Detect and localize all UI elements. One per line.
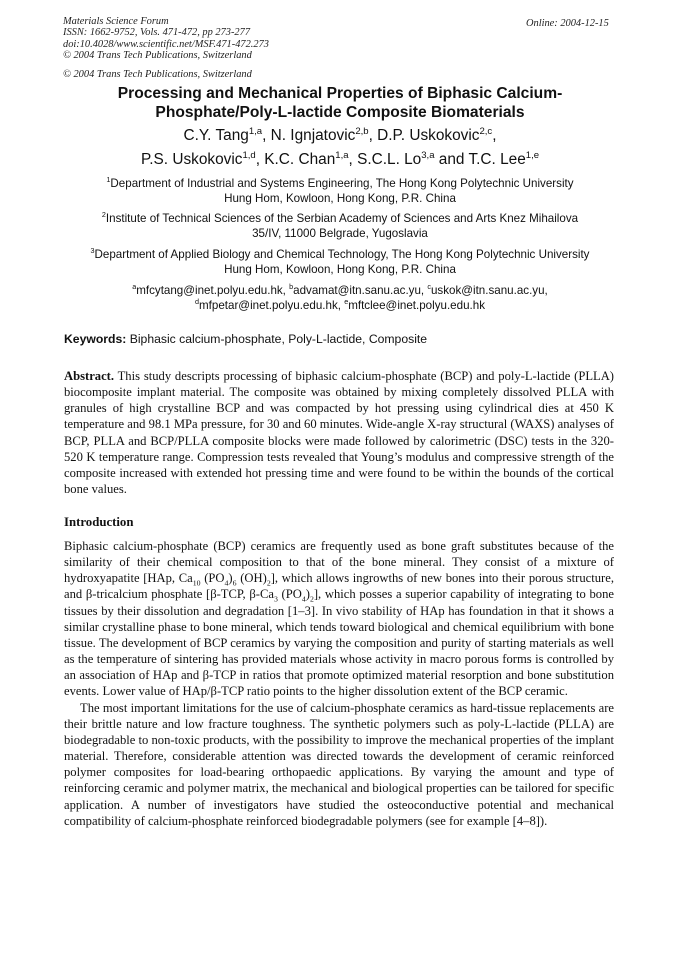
doi-line: doi:10.4028/www.scientific.net/MSF.471-472.273 xyxy=(63,38,269,50)
author-sup: 2,c xyxy=(479,125,493,137)
email-link[interactable]: uskok@itn.sanu.ac.yu, xyxy=(430,284,548,297)
copyright-line: © 2004 Trans Tech Publications, Switzerland xyxy=(63,50,252,62)
author-name: and T.C. Lee xyxy=(434,151,526,168)
affiliation-text: Hung Hom, Kowloon, Hong Kong, P.R. China xyxy=(224,192,456,205)
affiliation-sup: 1 xyxy=(106,175,111,185)
abstract-text: This study descripts processing of biphasic calcium-phosphate (BCP) and poly-L-lactide (PLLA) biocomposite implant material. The composite was obtained by mixing completely dissolved PLLA with granules of high crystalline BCP and was compacted by hot pressing using cylindrical dies at 450 K temperature and 98.1 MPa pressure, for 30 and 60 minutes. Wide-angle X-ray structural (WAXS) analyses of BCP, PLLA and BCP/PLLA composite blocks were made followed by calorimetric (DSC) tests in the 320-520 K temperature range. Compression tests revealed that Young’s modulus and compressive strength of the composite increased with extended hot pressing time and were found to be within the bounds of the cortical bone values. xyxy=(64,369,614,497)
introduction-body xyxy=(64,538,614,829)
author-name: , N. Ignjatovic xyxy=(262,127,356,144)
abstract xyxy=(64,368,614,497)
email-sup: e xyxy=(344,297,349,307)
affiliation-sup: 3 xyxy=(90,246,95,256)
author-name: C.Y. Tang xyxy=(183,127,249,144)
authors-line-1 xyxy=(40,126,640,145)
journal-header xyxy=(63,16,269,62)
email-link[interactable]: mfcytang@inet.polyu.edu.hk, xyxy=(136,284,290,297)
author-separator: , xyxy=(492,127,497,144)
email-sup: d xyxy=(195,297,199,307)
title-line-1: Processing and Mechanical Properties of Biphasic Calcium- xyxy=(117,85,563,102)
author-name: , S.C.L. Lo xyxy=(348,151,422,168)
intro-paragraph-2: The most important limitations for the use of calcium-phosphate ceramics as hard-tissue replacements are their brittle nature and low fracture toughness. The synthetic polymers such as poly-L-lactide (PLLA) are biodegradable to non-toxic products, with the possibility to improve the mechanical properties of the implant material. Therefore, considerable attention was directed towards the development of ceramic reinforced polymer composites for load-bearing orthopaedic applications. By varying the amount and type of reinforcing ceramic and polymer matrix, the mechanical and biological properties can be tailored for specific application. A number of investigators have studied the osteoconductive potential and mechanical compatibility of calcium-phosphate reinforced biodegradable polymers (see for example [4–8]). xyxy=(64,700,614,828)
author-sup: 1,d xyxy=(242,149,256,161)
affiliation-text: Institute of Technical Sciences of the Serbian Academy of Sciences and Arts Knez Mihailova xyxy=(105,212,579,225)
online-date: Online: 2004-12-15 xyxy=(526,18,609,29)
affiliation-2 xyxy=(40,211,640,241)
affiliation-text: Department of Industrial and Systems Engineering, The Hong Kong Polytechnic University xyxy=(110,177,574,190)
copyright-line-2: © 2004 Trans Tech Publications, Switzerland xyxy=(63,69,252,80)
abstract-label: Abstract. xyxy=(64,369,115,383)
paper-title xyxy=(40,84,640,122)
authors-line-2 xyxy=(40,150,640,169)
email-sup: c xyxy=(427,282,431,292)
author-name: , D.P. Uskokovic xyxy=(368,127,480,144)
keywords-text: Biphasic calcium-phosphate, Poly-L-lactide, Composite xyxy=(126,332,428,346)
author-emails xyxy=(40,283,640,313)
keywords xyxy=(64,332,427,346)
email-link[interactable]: mftclee@inet.polyu.edu.hk xyxy=(348,299,485,312)
author-name: , K.C. Chan xyxy=(255,151,336,168)
email-sup: b xyxy=(289,282,294,292)
section-heading-introduction: Introduction xyxy=(64,515,134,529)
affiliation-1 xyxy=(40,176,640,206)
email-link[interactable]: mfpetar@inet.polyu.edu.hk, xyxy=(199,299,345,312)
email-sup: a xyxy=(132,282,137,292)
title-line-2: Phosphate/Poly-L-lactide Composite Biomaterials xyxy=(155,104,525,121)
intro-paragraph-1: Biphasic calcium-phosphate (BCP) ceramics are frequently used as bone graft substitutes because of the similarity of their chemical composition to that of the bone mineral. They consist of a mixture of hydroxyapatite [HAp, $Ca_{10}$ $(PO_4)_6$ $(OH)_2$], which allows ingrowths of new bones into their porous structure, and β-tricalcium phosphate [β-TCP, $\beta-Ca_3$ $(PO_4)_2$], which posses a superior capability of integrating to bone tissues by their dissolution and degradation [1–3]. In vivo stability of HAp has foundation in that it shows a similar crystalline phase to bone mineral, which tends toward biological and chemical equilibrium with bone tissue. The development of BCP ceramics by varying the composition and purity of starting materials as well as the temperature of sintering has provided materials whose activity in macro porous forms is controlled by an association of HAp and β-TCP in ratios that promote optimized material resorption and bone substitution events. Lower value of HAp/β-TCP ratio points to the higher dissolution extent of the BCP ceramic. xyxy=(64,539,614,699)
issn-line: ISSN: 1662-9752, Vols. 471-472, pp 273-277 xyxy=(63,27,251,39)
email-link[interactable]: advamat@itn.sanu.ac.yu, xyxy=(293,284,428,297)
affiliation-text: 35/IV, 11000 Belgrade, Yugoslavia xyxy=(252,227,428,240)
affiliation-text: Hung Hom, Kowloon, Hong Kong, P.R. China xyxy=(224,263,456,276)
affiliation-3 xyxy=(40,247,640,277)
author-sup: 3,a xyxy=(421,149,435,161)
author-sup: 1,a xyxy=(335,149,349,161)
author-sup: 2,b xyxy=(355,125,369,137)
author-sup: 1,a xyxy=(248,125,263,137)
author-sup: 1,e xyxy=(525,149,540,161)
affiliation-text: Department of Applied Biology and Chemical Technology, The Hong Kong Polytechnic University xyxy=(94,248,590,261)
journal-name: Materials Science Forum xyxy=(63,16,169,27)
affiliation-sup: 2 xyxy=(101,210,106,220)
keywords-label: Keywords: xyxy=(64,332,127,346)
author-name: P.S. Uskokovic xyxy=(140,151,243,168)
